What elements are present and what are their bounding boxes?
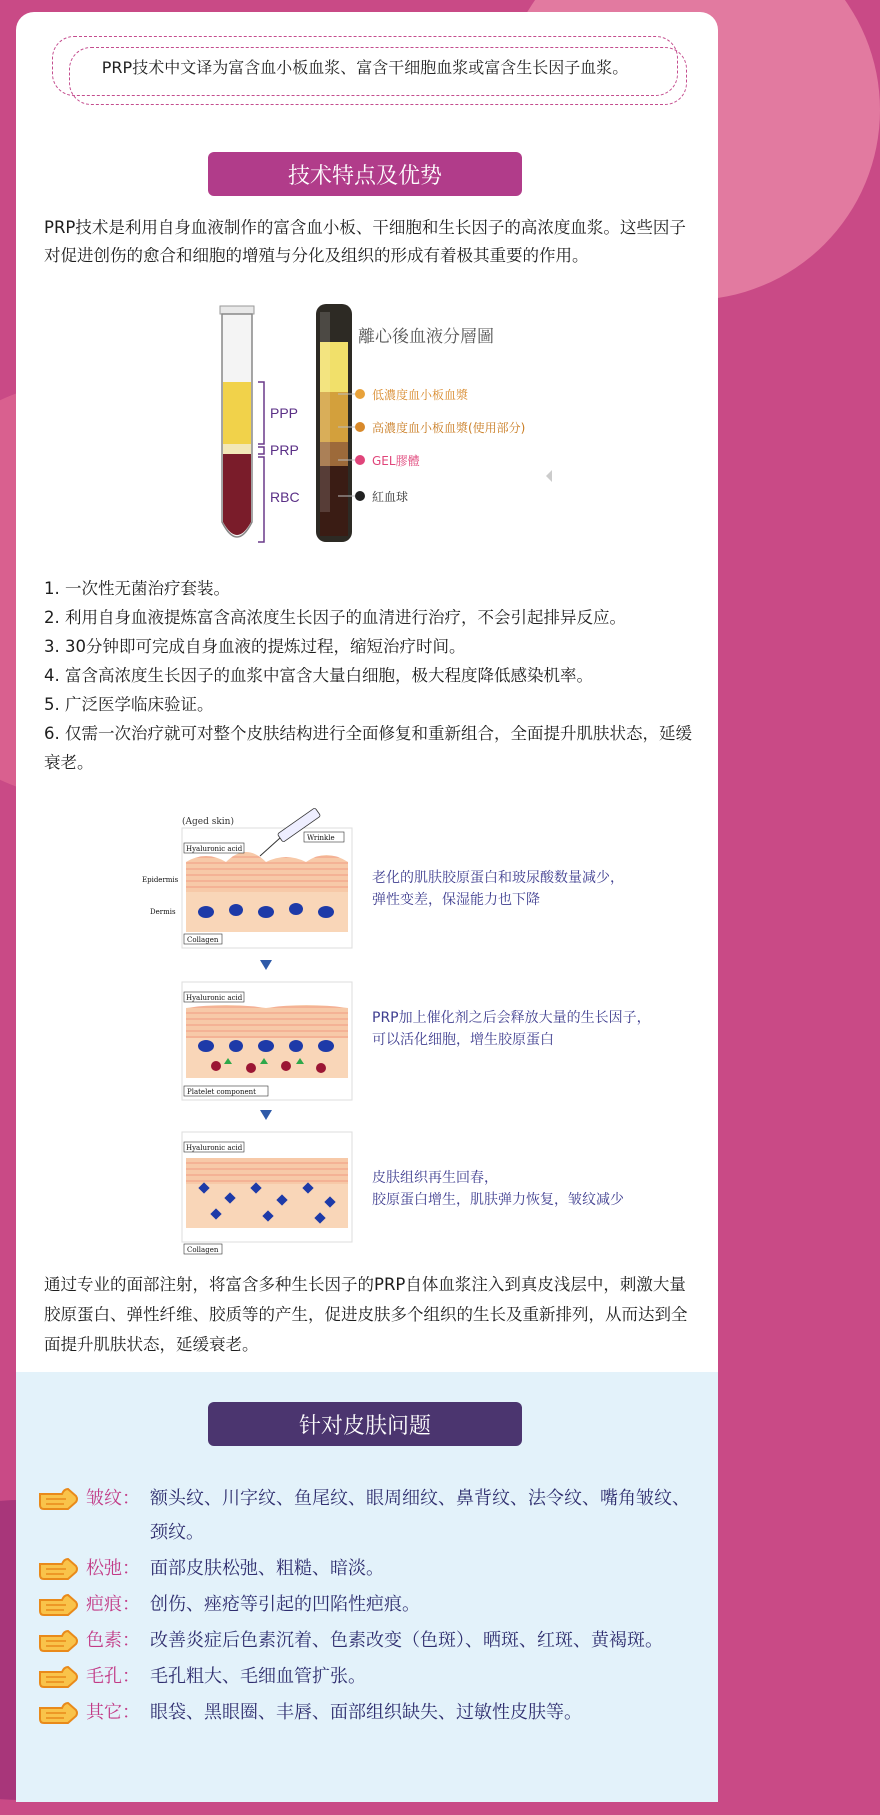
svg-text:(Aged skin): (Aged skin)	[182, 817, 234, 827]
svg-text:Epidermis: Epidermis	[142, 876, 179, 884]
intro-box	[52, 36, 678, 96]
pointing-hand-icon	[38, 1486, 80, 1512]
skin-panel-regenerated	[182, 1132, 352, 1254]
content-card	[16, 12, 718, 1802]
pointing-hand-icon	[38, 1628, 80, 1654]
prp-description: PRP技术是利用自身血液制作的富含血小板、干细胞和生长因子的高浓度血浆。这些因子对促进创伤的愈合和细胞的增殖与分化及组织的形成有着极其重要的作用。	[44, 218, 686, 265]
problem-text: 额头纹、川字纹、鱼尾纹、眼周细纹、鼻背纹、法令纹、嘴角皱纹、颈纹。	[150, 1488, 690, 1543]
svg-text:Collagen: Collagen	[187, 1246, 219, 1254]
problem-text: 改善炎症后色素沉着、色素改变（色斑）、晒斑、红斑、黄褐斑。	[150, 1630, 663, 1651]
tube-figure-title: 離心後血液分層圖	[358, 327, 494, 347]
list-item: 1. 一次性无菌治疗套装。	[44, 579, 230, 598]
svg-text:Hyaluronic acid: Hyaluronic acid	[186, 1144, 243, 1152]
problem-text: 眼袋、黑眼圈、丰唇、面部组织缺失、过敏性皮肤等。	[150, 1702, 582, 1723]
problem-row	[38, 1588, 698, 1622]
problem-text: 毛孔粗大、毛细血管扩张。	[150, 1666, 366, 1687]
pointing-hand-icon	[38, 1700, 80, 1726]
section-title-features: 技术特点及优势	[208, 152, 522, 196]
list-item: 3. 30分钟即可完成自身血液的提炼过程，缩短治疗时间。	[44, 637, 466, 656]
pointing-hand-icon	[38, 1556, 80, 1582]
problem-label: 松弛：	[86, 1558, 140, 1579]
svg-text:高濃度血小板血漿(使用部分): 高濃度血小板血漿(使用部分)	[372, 421, 526, 435]
problem-text: 创伤、痤疮等引起的凹陷性疤痕。	[150, 1594, 420, 1615]
summary-text: 通过专业的面部注射，将富含多种生长因子的PRP自体血浆注入到真皮浅层中，刺激大量胶原蛋白、弹性纤维、胶质等的产生，促进皮肤多个组织的生长及重新排列，从而达到全面提升肌肤状态，延缓衰老。	[44, 1275, 688, 1354]
svg-text:Hyaluronic acid: Hyaluronic acid	[186, 994, 243, 1002]
list-item: 5. 广泛医学临床验证。	[44, 695, 214, 714]
legend-low-prp	[338, 387, 468, 402]
problem-label: 疤痕：	[86, 1594, 140, 1615]
section-title-problems: 针对皮肤问题	[208, 1402, 522, 1446]
svg-text:Dermis: Dermis	[150, 908, 176, 916]
skin-regeneration-figure	[142, 812, 686, 1262]
skin-panel-prp	[182, 982, 352, 1100]
problem-row	[38, 1624, 698, 1658]
centrifuge-tube-figure	[216, 302, 586, 562]
problem-row	[38, 1660, 698, 1694]
problem-list	[38, 1482, 698, 1732]
arrow-down-icon	[260, 1110, 272, 1120]
problem-label: 毛孔：	[86, 1666, 140, 1687]
svg-text:低濃度血小板血漿: 低濃度血小板血漿	[372, 388, 469, 402]
skin-panel-aged	[142, 808, 352, 948]
svg-text:Collagen: Collagen	[187, 936, 219, 944]
tube-label-rbc: RBC	[270, 489, 300, 505]
arrow-down-icon	[260, 960, 272, 970]
list-item: 2. 利用自身血液提炼富含高浓度生长因子的血清进行治疗，不会引起排异反应。	[44, 608, 626, 627]
skin-caption-1: 老化的肌肤胶原蛋白和玻尿酸数量减少，弹性变差，保湿能力也下降	[372, 870, 624, 908]
feature-list	[44, 574, 704, 777]
pointing-hand-icon	[38, 1664, 80, 1690]
pointing-hand-icon	[38, 1592, 80, 1618]
skin-problems-section	[16, 1372, 718, 1802]
skin-caption-3: 皮肤组织再生回春，胶原蛋白增生，肌肤弹力恢复，皱纹减少	[372, 1170, 624, 1208]
list-item: 6. 仅需一次治疗就可对整个皮肤结构进行全面修复和重新组合，全面提升肌肤状态，延缓衰老。	[44, 724, 692, 772]
arrow-icon	[546, 470, 552, 482]
problem-label: 色素：	[86, 1630, 140, 1651]
problem-row	[38, 1696, 698, 1730]
problem-text: 面部皮肤松弛、粗糙、暗淡。	[150, 1558, 384, 1579]
problem-row	[38, 1482, 698, 1550]
problem-label: 皱纹：	[86, 1488, 140, 1509]
svg-text:Wrinkle: Wrinkle	[307, 834, 335, 842]
problem-label: 其它：	[86, 1702, 140, 1723]
skin-caption-2: PRP加上催化剂之后会释放大量的生长因子，可以活化细胞，增生胶原蛋白	[372, 1010, 651, 1048]
legend-high-prp	[338, 420, 525, 435]
tube-label-prp: PRP	[270, 442, 299, 458]
svg-text:Hyaluronic acid: Hyaluronic acid	[186, 845, 243, 853]
tube-label-ppp: PPP	[270, 405, 299, 421]
problem-row	[38, 1552, 698, 1586]
svg-text:GEL膠體: GEL膠體	[372, 454, 420, 468]
svg-text:Platelet component: Platelet component	[187, 1088, 256, 1096]
svg-text:紅血球: 紅血球	[372, 490, 409, 504]
intro-text: PRP技术中文译为富含血小板血浆、富含干细胞血浆或富含生长因子血浆。	[101, 57, 629, 77]
list-item: 4. 富含高浓度生长因子的血浆中富含大量白细胞，极大程度降低感染机率。	[44, 666, 593, 685]
